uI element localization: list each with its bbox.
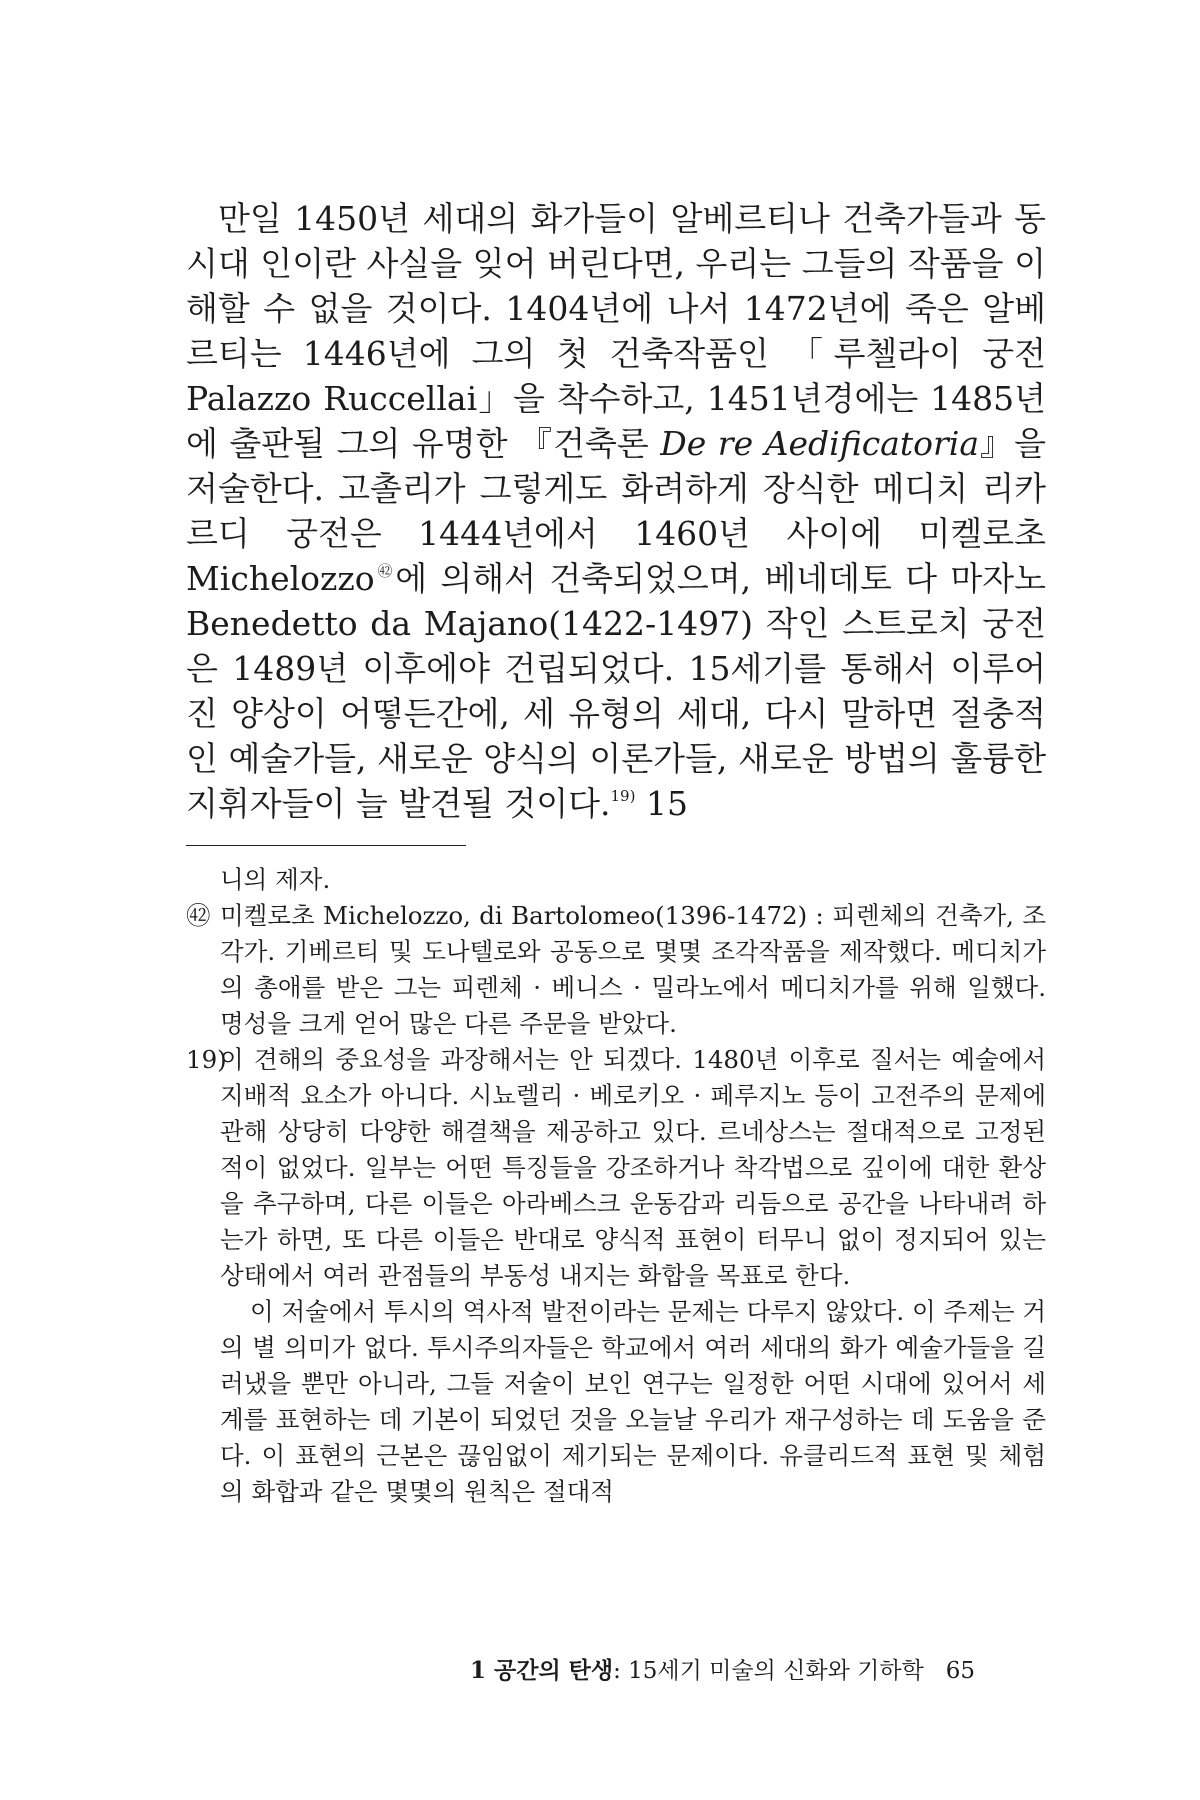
- footnote-ref-19: 19): [610, 787, 636, 805]
- footnote-19-marker: 19): [186, 1045, 227, 1074]
- paragraph-text-4: 15: [635, 784, 688, 823]
- footnotes: [186, 862, 1046, 1510]
- footnote-continuation: 니의 제자.: [220, 865, 331, 894]
- chapter-title: 1 공간의 탄생: [470, 1657, 614, 1684]
- chapter-subtitle: : 15세기 미술의 신화와 기하학: [613, 1658, 924, 1684]
- book-title-italic: De re Aedificatoria: [660, 424, 979, 463]
- paragraph-text-1: 만일 1450년 세대의 화가들이 알베르티나 건축가들과 동시대 인이란 사실을 잊어 버린다면, 우리는 그들의 작품을 이해할 수 없을 것이다. 1404년에 나서 1472년에 죽은 알베르티는 1446년에 그의 첫 건축작품인 「루첼라이 궁전 Palazzo Ruccellai」을 착수하고, 1451년경에는 1485년에 출판될 그의 유명한 『건축론: [186, 199, 1046, 463]
- footnote-42-text: 미켈로초 Michelozzo, di Bartolomeo(1396-1472) : 피렌체의 건축가, 조각가. 기베르티 및 도나텔로와 공동으로 몇몇 조각작품을 제작했다. 메디치가의 총애를 받은 그는 피렌체 · 베니스 · 밀라노에서 메디치가를 위해 일했다. 명성을 크게 얻어 많은 다른 주문을 받았다.: [220, 901, 1046, 1038]
- running-footer: [470, 1652, 1030, 1685]
- footnote-42-marker: ㊷: [186, 901, 211, 930]
- footnote-ref-42: ㊷: [374, 562, 396, 580]
- footnote-42: [186, 898, 1046, 1042]
- footnote-19-paragraph-2: 이 저술에서 투시의 역사적 발전이라는 문제는 다루지 않았다. 이 주제는 거의 별 의미가 없다. 투시주의자들은 학교에서 여러 세대의 화가 예술가들을 길러냈을 뿐만 아니라, 그들 저술이 보인 연구는 일정한 어떤 시대에 있어서 세계를 표현하는 데 기본이 되었던 것을 오늘날 우리가 재구성하는 데 도움을 준다. 이 표현의 근본은 끊임없이 제기되는 문제이다. 유클리드적 표현 및 체험의 화합과 같은 몇몇의 원칙은 절대적: [220, 1297, 1046, 1506]
- footnote-divider: [186, 845, 466, 846]
- paragraph-text-3: 에 의해서 건축되었으며, 베네데토 다 마자노 Benedetto da Majano(1422-1497) 작인 스트로치 궁전은 1489년 이후에야 건립되었다. 15세기를 통해서 이루어진 양상이 어떻든간에, 세 유형의 세대, 다시 말하면 절충적인 예술가들, 새로운 양식의 이론가들, 새로운 방법의 훌륭한 지휘자들이 늘 발견될 것이다.: [186, 559, 1046, 823]
- paragraph-text-2: 』을 저술한다. 고촐리가 그렇게도 화려하게 장식한 메디치 리카르디 궁전은 1444년에서 1460년 사이에 미켈로초 Michelozzo: [186, 424, 1046, 598]
- page-number: 65: [945, 1658, 976, 1684]
- footnote-19-text: 이 견해의 중요성을 과장해서는 안 되겠다. 1480년 이후로 질서는 예술에서 지배적 요소가 아니다. 시뇨렐리 · 베로키오 · 페루지노 등이 고전주의 문제에 관해 상당히 다양한 해결책을 제공하고 있다. 르네상스는 절대적으로 고정된 적이 없었다. 일부는 어떤 특징들을 강조하거나 착각법으로 깊이에 대한 환상을 추구하며, 다른 이들은 아라베스크 운동감과 리듬으로 공간을 나타내려 하는가 하면, 또 다른 이들은 반대로 양식적 표현이 터무니 없이 정지되어 있는 상태에서 여러 관점들의 부동성 내지는 화합을 목표로 한다.: [220, 1045, 1046, 1290]
- main-paragraph: [186, 196, 1046, 826]
- footnote-19: [186, 1042, 1046, 1294]
